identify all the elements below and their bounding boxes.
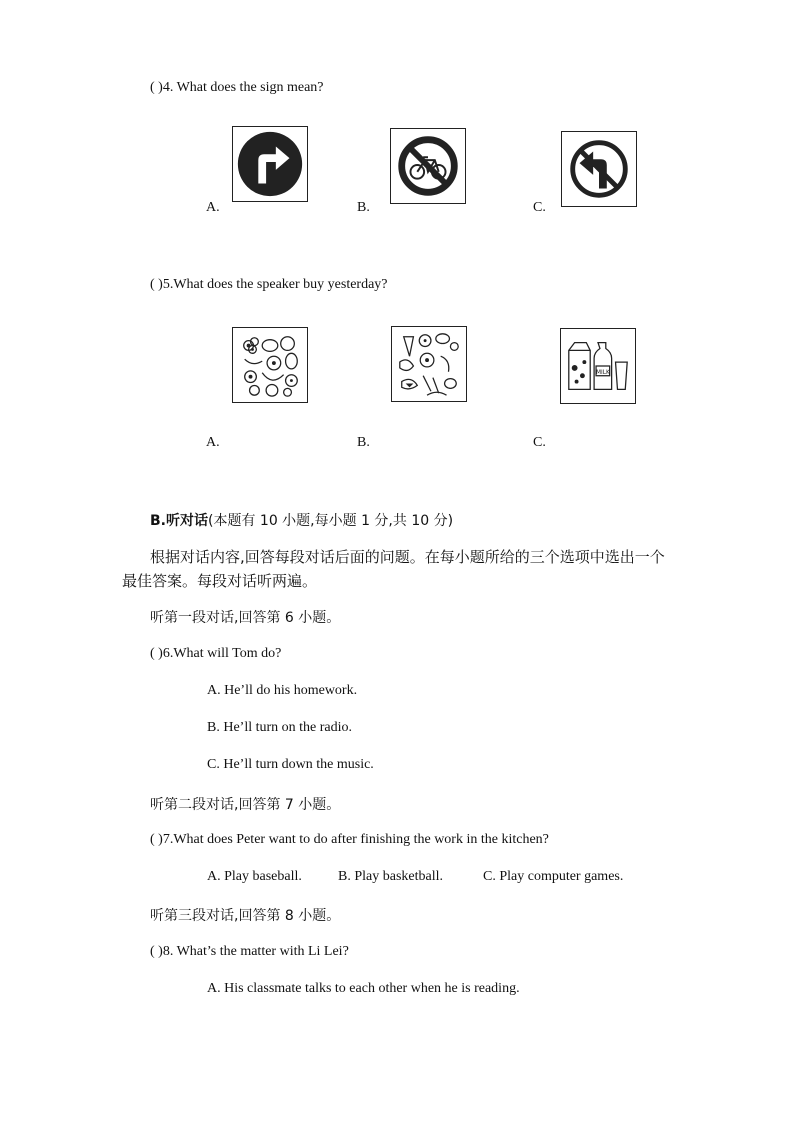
fruits-icon [233, 328, 307, 402]
sign-no-left-turn [561, 131, 637, 207]
section-b-heading [150, 510, 453, 530]
sign-no-bicycle [390, 128, 466, 204]
section-b-title: B.听对话 [150, 513, 208, 529]
q7-option-a: A. Play baseball. [207, 869, 302, 884]
picture-fruits [232, 327, 308, 403]
q5-option-b: B. [357, 435, 370, 450]
picture-milk [560, 328, 636, 404]
question-4: ( )4. What does the sign mean? [150, 80, 324, 95]
no-bicycle-icon [391, 129, 465, 203]
q5-option-c: C. [533, 435, 546, 450]
vegetables-icon [392, 327, 466, 401]
question-6: ( )6.What will Tom do? [150, 646, 282, 661]
q7-option-c: C. Play computer games. [483, 869, 624, 884]
dialog-2-heading: 听第二段对话,回答第 7 小题。 [150, 797, 341, 813]
q4-option-c: C. [533, 200, 546, 215]
question-8: ( )8. What’s the matter with Li Lei? [150, 944, 349, 959]
q6-option-a: A. He’ll do his homework. [207, 683, 358, 698]
milk-label: MILK [595, 369, 610, 376]
q6-option-c: C. He’ll turn down the music. [207, 757, 374, 772]
turn-right-arrow-icon [233, 127, 307, 201]
section-b-instructions-2: 最佳答案。每段对话听两遍。 [122, 572, 318, 590]
question-7: ( )7.What does Peter want to do after finishing the work in the kitchen? [150, 832, 549, 847]
picture-vegetables [391, 326, 467, 402]
no-left-turn-icon [562, 132, 636, 206]
q4-option-a: A. [206, 200, 220, 215]
section-b-subtitle: (本题有 10 小题,每小题 1 分,共 10 分) [208, 513, 454, 529]
q7-option-b: B. Play basketball. [338, 869, 443, 884]
sign-turn-right [232, 126, 308, 202]
q4-option-b: B. [357, 200, 370, 215]
q8-option-a: A. His classmate talks to each other when he is reading. [207, 981, 520, 996]
dialog-1-heading: 听第一段对话,回答第 6 小题。 [150, 610, 341, 626]
milk-icon [561, 329, 635, 403]
section-b-instructions-1: 根据对话内容,回答每段对话后面的问题。在每小题所给的三个选项中选出一个 [150, 548, 665, 566]
question-5: ( )5.What does the speaker buy yesterday? [150, 277, 388, 292]
q6-option-b: B. He’ll turn on the radio. [207, 720, 353, 735]
dialog-3-heading: 听第三段对话,回答第 8 小题。 [150, 908, 341, 924]
q5-option-a: A. [206, 435, 220, 450]
